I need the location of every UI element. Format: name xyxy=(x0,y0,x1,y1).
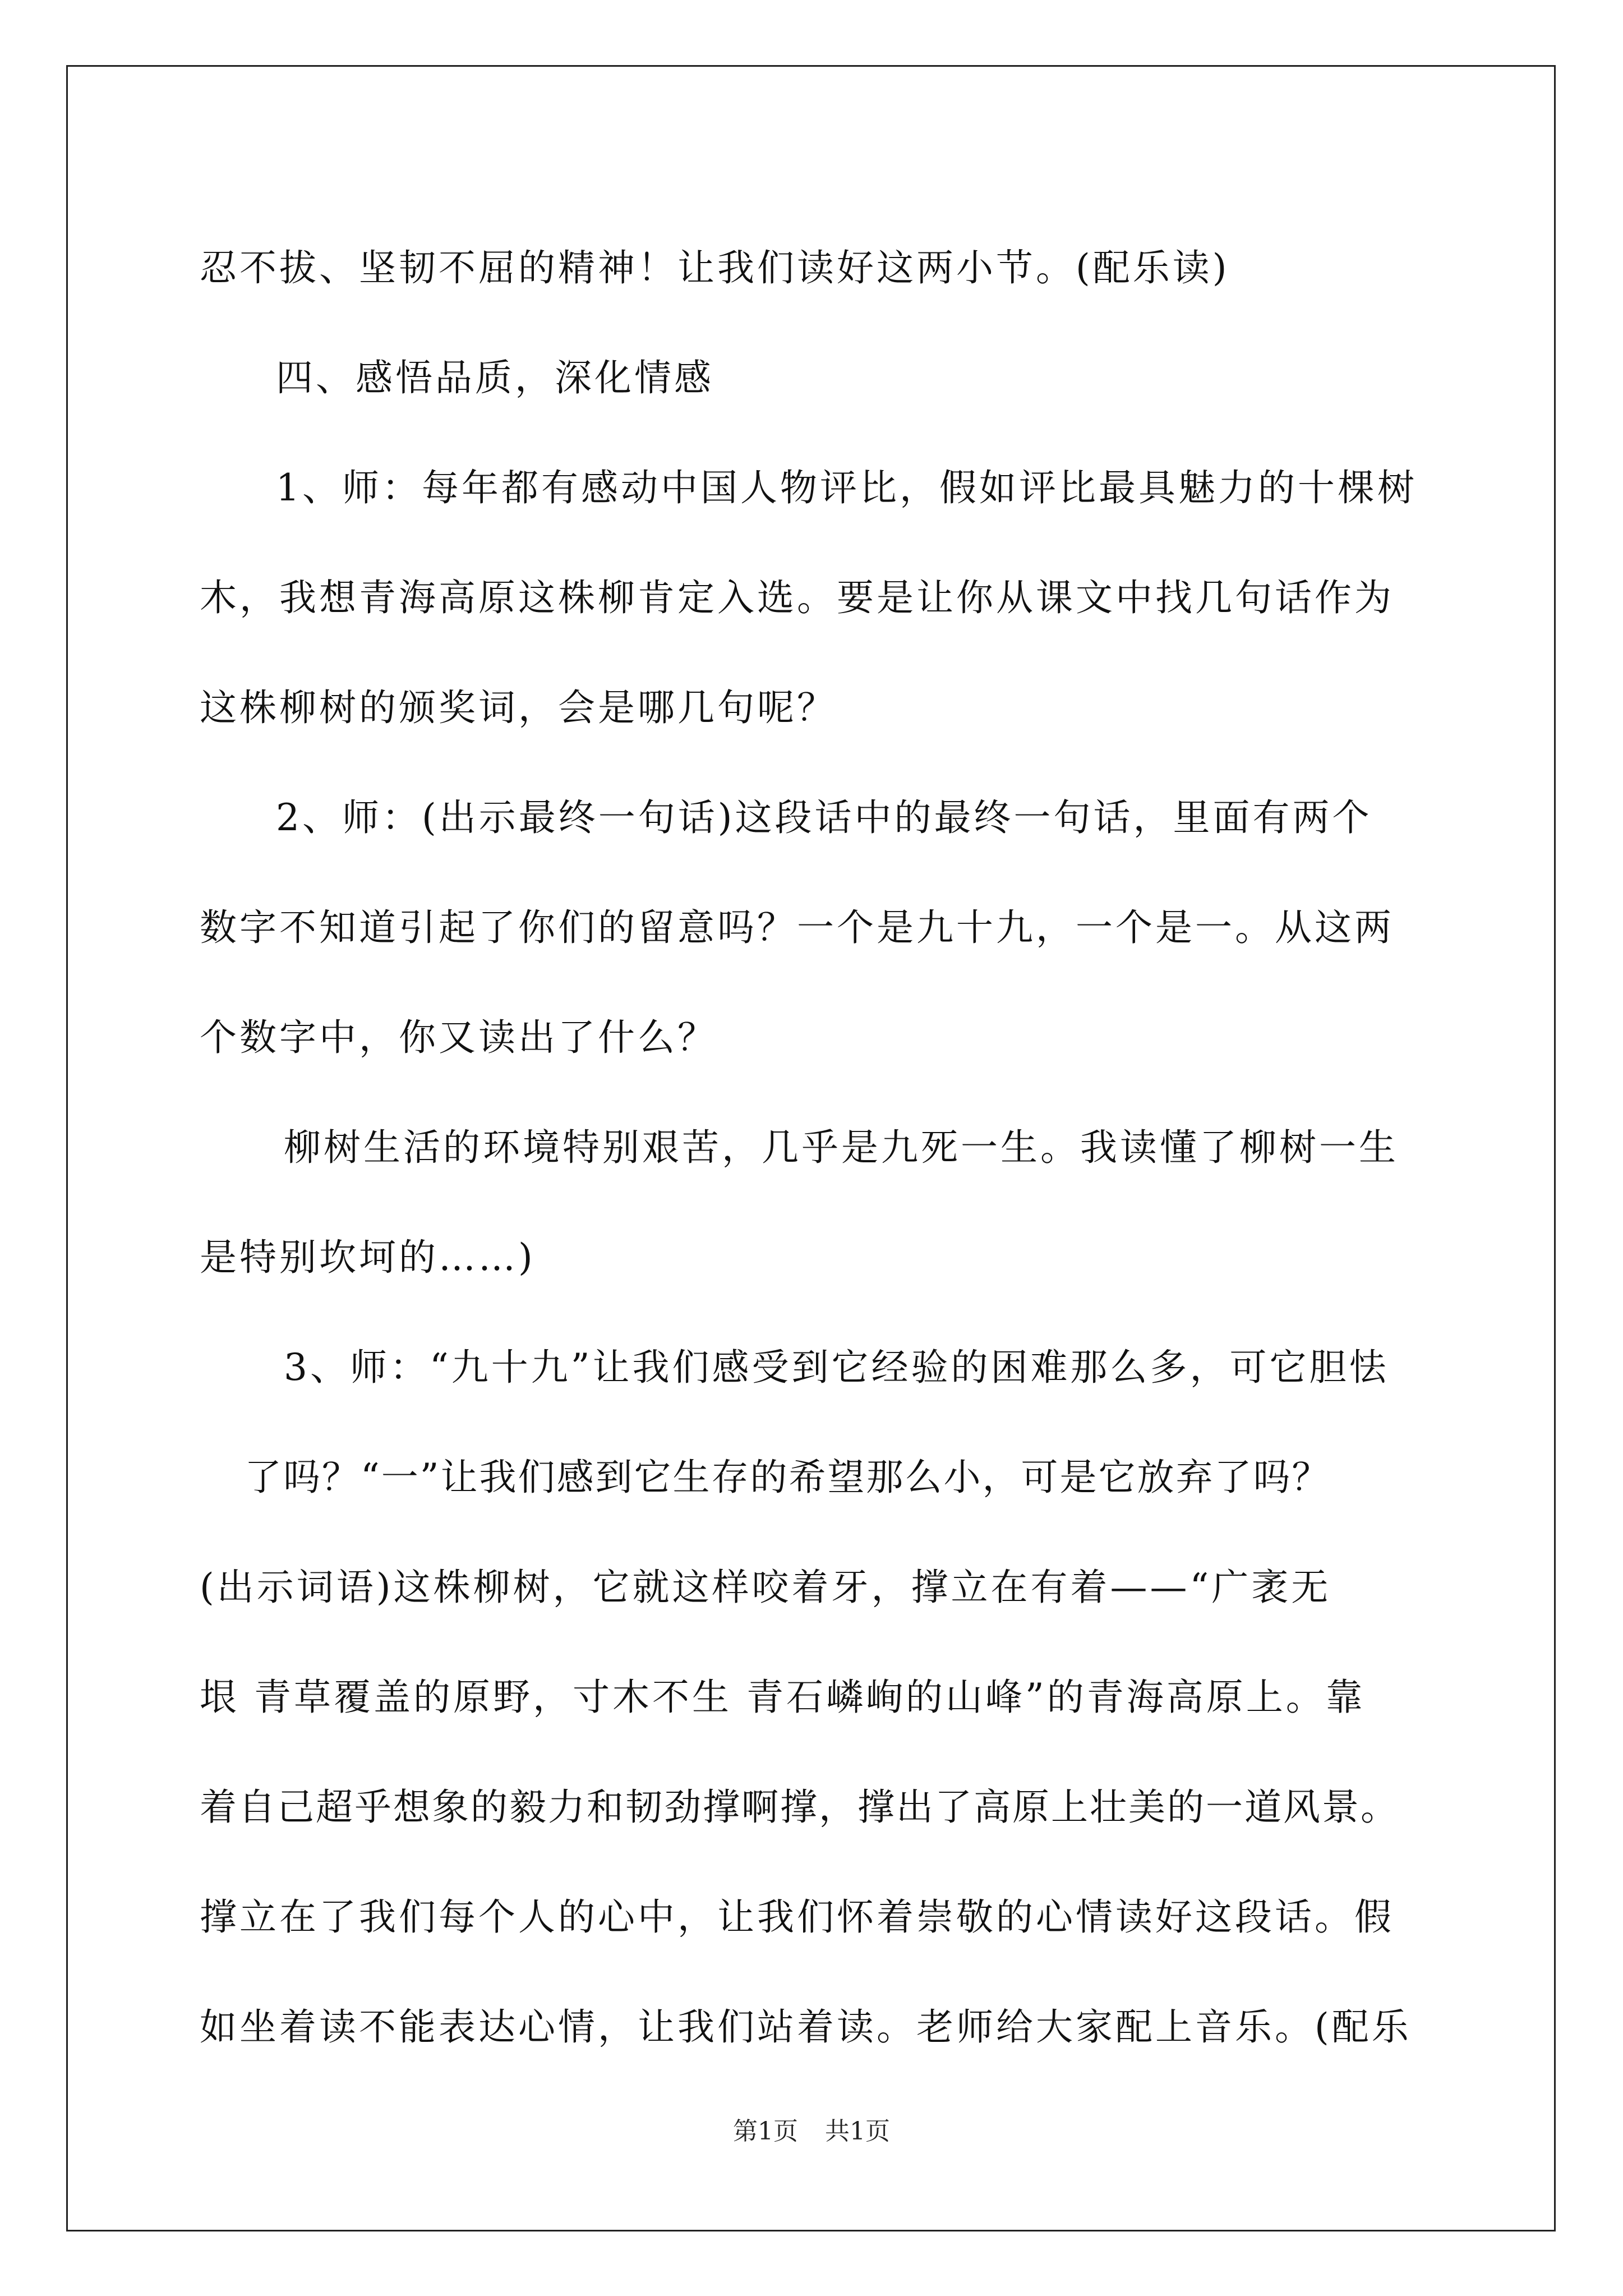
text-line: 个数字中，你又读出了什么？ xyxy=(200,1016,717,1059)
page-number: 第1页 xyxy=(733,2117,798,2146)
text-line: 木，我想青海高原这株柳肯定入选。要是让你从课文中找几句话作为 xyxy=(200,576,1394,619)
section-heading: 四、感悟品质，深化情感 xyxy=(276,356,714,399)
text-line: 着自己超乎想象的毅力和韧劲撑啊撑，撑出了高原上壮美的一道风景。 xyxy=(200,1786,1399,1829)
text-line: 撑立在了我们每个人的心中，让我们怀着崇敬的心情读好这段话。假 xyxy=(200,1895,1394,1939)
text-line: 3、师：“九十九”让我们感受到它经验的困难那么多，可它胆怯 xyxy=(284,1346,1389,1389)
page-total: 共1页 xyxy=(825,2117,890,2146)
text-line: 柳树生活的环境特别艰苦，几乎是九死一生。我读懂了柳树一生 xyxy=(284,1126,1399,1169)
page-footer xyxy=(0,2115,1623,2148)
document-body xyxy=(200,213,1433,2082)
text-line: 数字不知道引起了你们的留意吗？一个是九十九，一个是一。从这两 xyxy=(200,906,1394,949)
text-line: 这株柳树的颁奖词，会是哪几句呢？ xyxy=(200,686,837,729)
text-line: 是特别坎坷的……) xyxy=(200,1236,536,1279)
text-line: 如坐着读不能表达心情，让我们站着读。老师给大家配上音乐。(配乐 xyxy=(200,2005,1412,2049)
text-line: (出示词语)这株柳树，它就这样咬着牙，撑立在有着——“广袤无 xyxy=(200,1566,1331,1609)
text-line: 垠 青草覆盖的原野，寸木不生 青石嶙峋的山峰”的青海高原上。靠 xyxy=(200,1676,1366,1719)
text-line: 忍不拔、坚韧不屈的精神！让我们读好这两小节。(配乐读) xyxy=(200,246,1230,289)
text-line: 2、师：(出示最终一句话)这段话中的最终一句话，里面有两个 xyxy=(276,796,1372,839)
text-line: 1、师：每年都有感动中国人物评比，假如评比最具魅力的十棵树 xyxy=(276,466,1417,509)
text-line: 了吗？“一”让我们感到它生存的希望那么小，可是它放弃了吗？ xyxy=(245,1456,1331,1499)
